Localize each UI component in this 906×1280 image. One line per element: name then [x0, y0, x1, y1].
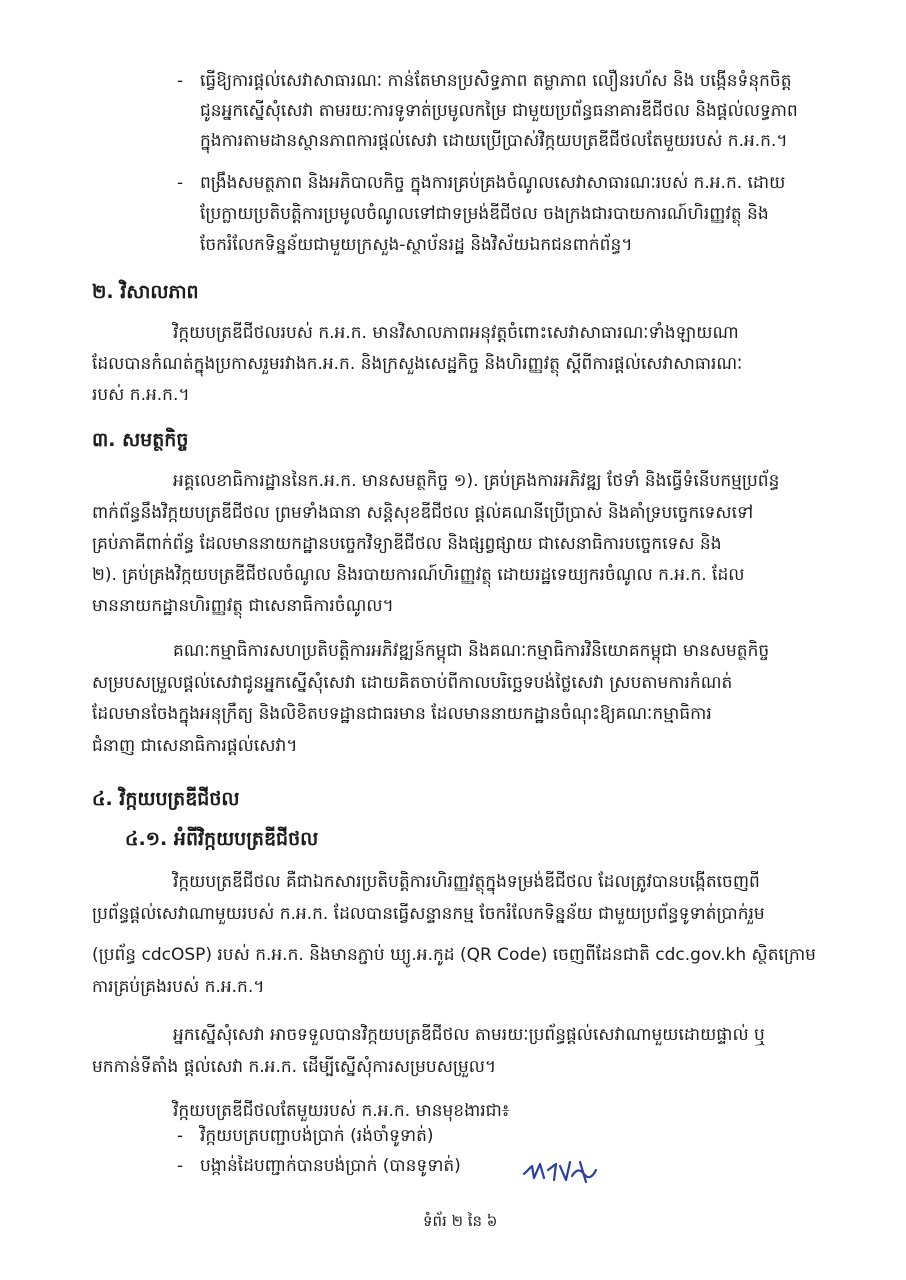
section-4-heading: ៤. វិក្កយបត្រឌីជីថល [92, 788, 240, 810]
bullet-2-line-3: ចែករំលែកទិន្នន័យជាមួយក្រសួង-ស្ថាប័នរដ្ឋ និងវិស័យឯកជនពាក់ព័ន្ធ។ [200, 235, 633, 255]
section-2-line-2: ដែលបានកំណត់ក្នុងប្រកាសរួមរវាងក.អ.ក. និងក្រសួងសេដ្ឋកិច្ច និងហិរញ្ញវត្ថុ ស្តីពីការផ្តល់សេវាសាធារណៈ [92, 354, 743, 374]
bullet-2-line-1: ពង្រឹងសមត្ថភាព និងអភិបាលកិច្ច ក្នុងការគ្រប់គ្រងចំណូលសេវាសាធារណៈរបស់ ក.អ.ក. ដោយ [200, 173, 786, 193]
section-4-para-1-line-4: ការគ្រប់គ្រងរបស់ ក.អ.ក.។ [92, 977, 265, 997]
list-item-1: វិក្កយបត្របញ្ជាបង់ប្រាក់ (រង់ចាំទូទាត់) [200, 1126, 434, 1146]
section-2-line-3: របស់ ក.អ.ក.។ [92, 385, 190, 405]
bullet-1-line-1: ធ្វើឱ្យការផ្តល់សេវាសាធារណៈ កាន់តែមានប្រសិទ្ធភាព តម្លាភាព លឿនរហ័ស និង បង្កើនទំនុកចិត្ត [200, 71, 792, 91]
list-dash: - [177, 1126, 184, 1146]
section-2-heading: ២. វិសាលភាព [92, 281, 199, 303]
section-3-para-2-line-3: ដែលមានចែងក្នុងអនុក្រឹត្យ និងលិខិតបទដ្ឋានជាធរមាន ដែលមាននាយកដ្ឋានចំណុះឱ្យគណៈកម្មាធិការ [92, 704, 712, 724]
section-3-para-1-line-1: អគ្គលេខាធិការដ្ឋាននៃក.អ.ក. មានសមត្ថកិច្ច ១). គ្រប់គ្រងការអភិវឌ្ឍ ថែទាំ និងធ្វើទំនើបកម្មប្រព័ន្ធ [173, 471, 780, 491]
list-dash: - [177, 1156, 184, 1176]
section-4-1-heading: ៤.១. អំពីវិក្កយបត្រឌីជីថល [125, 828, 319, 850]
section-4-para-2-line-1: អ្នកស្នើសុំសេវា អាចទទួលបានវិក្កយបត្រឌីជីថល តាមរយៈប្រព័ន្ធផ្តល់សេវាណាមួយដោយផ្ទាល់ ឬ [173, 1025, 765, 1045]
section-4-para-1-line-2: ប្រព័ន្ធផ្តល់សេវាណាមួយរបស់ ក.អ.ក. ដែលបានធ្វើសន្ទានកម្ម ចែករំលែកទិន្នន័យ ជាមួយប្រព័ន្ធទូទាត់ប្រាក់រួម [92, 904, 765, 924]
bullet-dash: - [177, 173, 184, 193]
bullet-dash: - [177, 71, 184, 91]
section-3-para-1-line-5: មាននាយកដ្ឋានហិរញ្ញវត្ថុ ជាសេនាធិការចំណូល។ [92, 596, 394, 616]
section-4-para-3: វិក្កយបត្រឌីជីថលតែមួយរបស់ ក.អ.ក. មានមុខងារជា៖ [173, 1101, 510, 1121]
bullet-1-line-2: ជូនអ្នកស្នើសុំសេវា តាមរយៈការទូទាត់ប្រមូលកម្រៃ ជាមួយប្រព័ន្ធធនាគារឌីជីថល និងផ្តល់លទ្ធភាព [200, 101, 798, 121]
section-4-para-2-line-2: មកកាន់ទីតាំង ផ្តល់សេវា ក.អ.ក. ដើម្បីស្នើសុំការសម្របសម្រួល។ [92, 1057, 497, 1077]
section-3-heading: ៣. សមត្ថកិច្ច [92, 429, 189, 451]
section-3-para-1-line-4: ២). គ្រប់គ្រងវិក្កយបត្រឌីជីថលចំណូល និងរបាយការណ៍ហិរញ្ញវត្ថុ ដោយរដ្ឋទេយ្យករចំណូល ក.អ.ក. ដែល [92, 565, 745, 585]
section-3-para-2-line-1: គណៈកម្មាធិការសហប្រតិបត្តិការអភិវឌ្ឍន៍កម្ពុជា និងគណៈកម្មាធិការវិនិយោគកម្ពុជា មានសមត្ថកិច្ច [173, 641, 770, 661]
section-3-para-2-line-2: សម្របសម្រួលផ្តល់សេវាជូនអ្នកស្នើសុំសេវា ដោយគិតចាប់ពីកាលបរិច្ឆេទបង់ថ្លៃសេវា ស្របតាមការកំណត់ [92, 673, 733, 693]
bullet-1-line-3: ក្នុងការតាមដានស្ថានភាពការផ្តល់សេវា ដោយប្រើប្រាស់វិក្កយបត្រឌីជីថលតែមួយរបស់ ក.អ.ក.។ [200, 131, 788, 151]
section-2-line-1: វិក្កយបត្រឌីជីថលរបស់ ក.អ.ក. មានវិសាលភាពអនុវត្តចំពោះសេវាសាធារណៈទាំងឡាយណា [173, 323, 739, 343]
section-4-para-1-line-1: វិក្កយបត្រឌីជីថល គឺជាឯកសារប្រតិបត្តិការហិរញ្ញវត្ថុក្នុងទម្រង់ឌីជីថល ដែលត្រូវបានបង្កើតចេញពី [173, 872, 760, 892]
section-3-para-2-line-4: ជំនាញ ជាសេនាធិការផ្តល់សេវា។ [92, 736, 298, 756]
signature-initials [520, 1152, 600, 1192]
bullet-2-line-2: ប្រែក្លាយប្រតិបត្តិការប្រមូលចំណូលទៅជាទម្រង់ឌីជីថល ចងក្រងជារបាយការណ៍ហិរញ្ញវត្ថុ និង [200, 204, 769, 224]
section-3-para-1-line-2: ពាក់ព័ន្ធនឹងវិក្កយបត្រឌីជីថល ព្រមទាំងធានា សន្តិសុខឌីជីថល ផ្តល់គណនីប្រើប្រាស់ និងគាំទ្របច្ចេកទេសទៅ [92, 503, 754, 523]
page-number: ទំព័រ ២ នៃ ៦ [423, 1212, 498, 1230]
section-4-para-1-line-3: (ប្រព័ន្ធ cdcOSP) របស់ ក.អ.ក. និងមានភ្ជាប់ ឃ្យូ.អ.កូដ (QR Code) ចេញពីដែនជាតិ cdc.gov.kh ស្ថិតក្រោម [92, 945, 816, 965]
section-3-para-1-line-3: គ្រប់ភាគីពាក់ព័ន្ធ ដែលមាននាយកដ្ឋានបច្ចេកវិទ្យាឌីជីថល និងផ្សព្វផ្សាយ ជាសេនាធិការបច្ចេកទេស និង [92, 534, 722, 554]
list-item-2: បង្កាន់ដៃបញ្ជាក់បានបង់ប្រាក់ (បានទូទាត់) [200, 1156, 461, 1176]
